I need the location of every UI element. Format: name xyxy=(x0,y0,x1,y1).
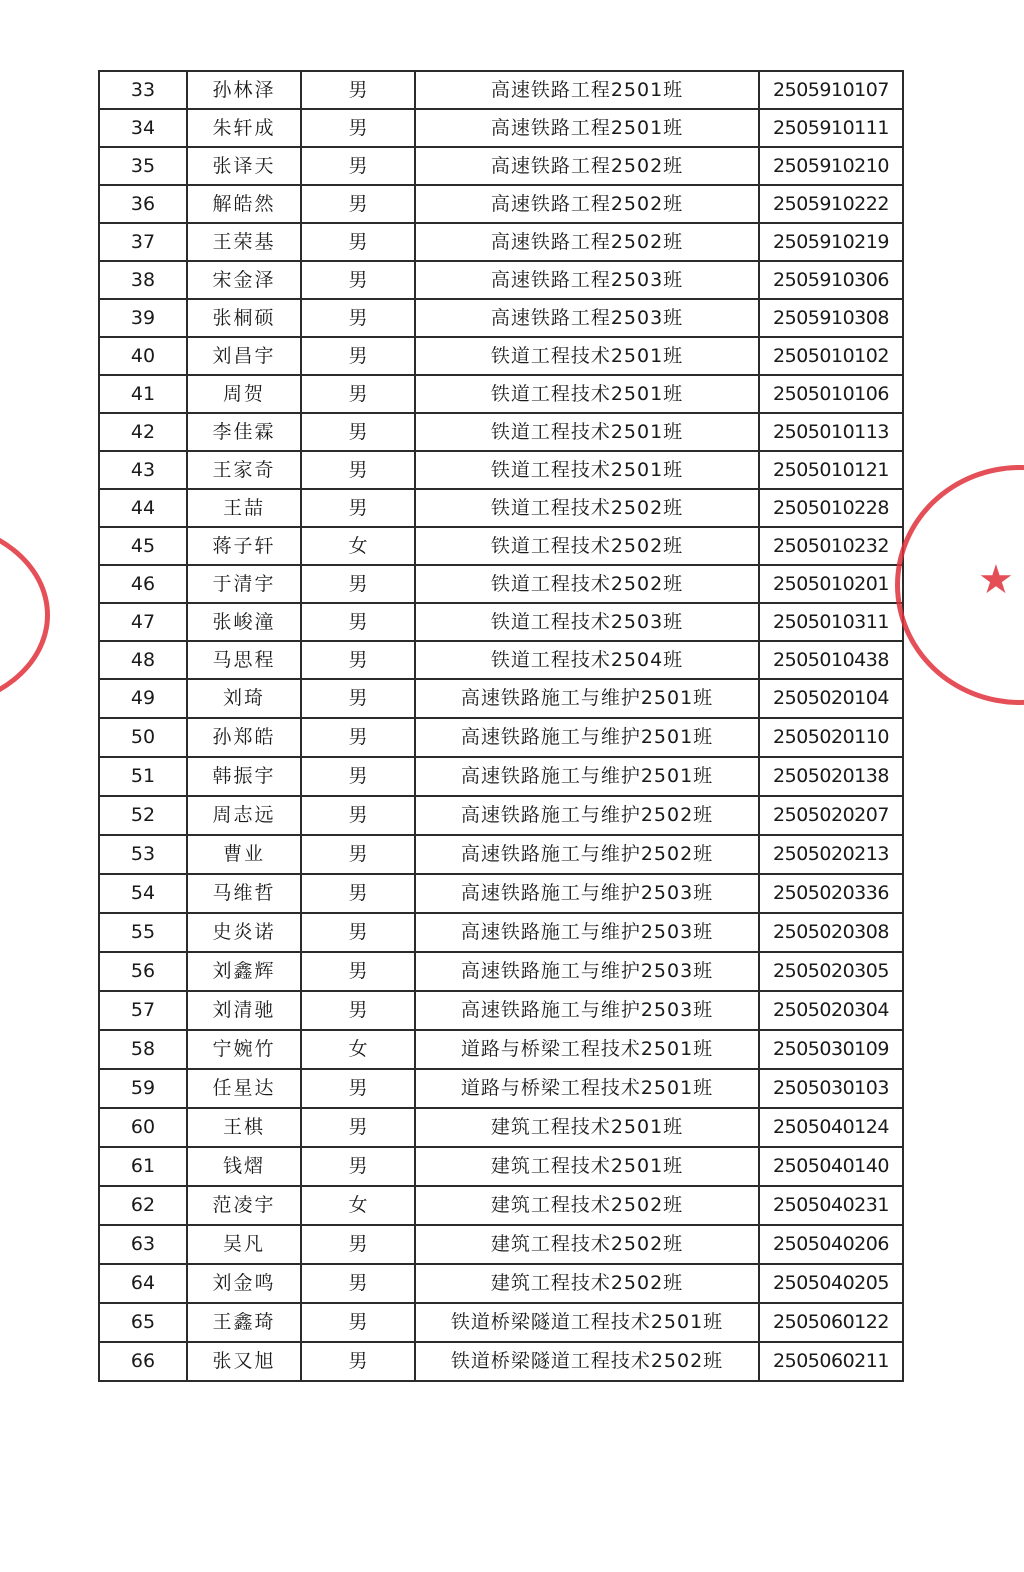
student-name-cell: 刘清驰 xyxy=(187,991,301,1030)
table-row xyxy=(99,565,903,603)
table-row xyxy=(99,375,903,413)
gender-cell: 男 xyxy=(301,1225,415,1264)
table-row xyxy=(99,71,903,109)
gender-cell: 男 xyxy=(301,796,415,835)
row-number-cell: 60 xyxy=(99,1108,187,1147)
class-cell: 建筑工程技术2502班 xyxy=(415,1186,759,1225)
gender-cell: 男 xyxy=(301,1108,415,1147)
row-number-cell: 45 xyxy=(99,527,187,565)
student-id-cell: 2505040231 xyxy=(759,1186,903,1225)
gender-cell: 男 xyxy=(301,1069,415,1108)
student-roster-table xyxy=(98,70,904,1382)
official-seal-right xyxy=(895,465,1024,705)
class-cell: 建筑工程技术2502班 xyxy=(415,1225,759,1264)
student-name-cell: 张译天 xyxy=(187,147,301,185)
class-cell: 高速铁路工程2501班 xyxy=(415,71,759,109)
student-name-cell: 孙郑皓 xyxy=(187,718,301,757)
student-id-cell: 2505910219 xyxy=(759,223,903,261)
student-id-cell: 2505910308 xyxy=(759,299,903,337)
student-id-cell: 2505010113 xyxy=(759,413,903,451)
row-number-cell: 37 xyxy=(99,223,187,261)
class-cell: 高速铁路施工与维护2501班 xyxy=(415,757,759,796)
class-cell: 高速铁路工程2503班 xyxy=(415,261,759,299)
row-number-cell: 62 xyxy=(99,1186,187,1225)
row-number-cell: 47 xyxy=(99,603,187,641)
student-name-cell: 吴凡 xyxy=(187,1225,301,1264)
student-id-cell: 2505910306 xyxy=(759,261,903,299)
gender-cell: 男 xyxy=(301,565,415,603)
gender-cell: 男 xyxy=(301,835,415,874)
student-name-cell: 于清宇 xyxy=(187,565,301,603)
table-row xyxy=(99,835,903,874)
class-cell: 高速铁路工程2502班 xyxy=(415,185,759,223)
row-number-cell: 57 xyxy=(99,991,187,1030)
gender-cell: 男 xyxy=(301,71,415,109)
gender-cell: 男 xyxy=(301,1303,415,1342)
gender-cell: 男 xyxy=(301,1147,415,1186)
table-row xyxy=(99,489,903,527)
table-row xyxy=(99,1342,903,1381)
student-id-cell: 2505010232 xyxy=(759,527,903,565)
class-cell: 高速铁路施工与维护2503班 xyxy=(415,991,759,1030)
gender-cell: 男 xyxy=(301,952,415,991)
class-cell: 高速铁路施工与维护2502班 xyxy=(415,835,759,874)
table-row xyxy=(99,991,903,1030)
student-name-cell: 史炎诺 xyxy=(187,913,301,952)
class-cell: 铁道工程技术2502班 xyxy=(415,527,759,565)
table-row xyxy=(99,1069,903,1108)
student-name-cell: 马思程 xyxy=(187,641,301,679)
gender-cell: 男 xyxy=(301,261,415,299)
row-number-cell: 58 xyxy=(99,1030,187,1069)
student-id-cell: 2505020138 xyxy=(759,757,903,796)
student-id-cell: 2505010121 xyxy=(759,451,903,489)
row-number-cell: 33 xyxy=(99,71,187,109)
student-name-cell: 王荣基 xyxy=(187,223,301,261)
gender-cell: 男 xyxy=(301,1342,415,1381)
table-row xyxy=(99,299,903,337)
student-name-cell: 张又旭 xyxy=(187,1342,301,1381)
row-number-cell: 59 xyxy=(99,1069,187,1108)
class-cell: 铁道桥梁隧道工程技术2501班 xyxy=(415,1303,759,1342)
student-name-cell: 王喆 xyxy=(187,489,301,527)
gender-cell: 男 xyxy=(301,913,415,952)
student-name-cell: 朱轩成 xyxy=(187,109,301,147)
table-row xyxy=(99,796,903,835)
student-id-cell: 2505040124 xyxy=(759,1108,903,1147)
table-row xyxy=(99,413,903,451)
row-number-cell: 51 xyxy=(99,757,187,796)
class-cell: 道路与桥梁工程技术2501班 xyxy=(415,1069,759,1108)
class-cell: 高速铁路工程2503班 xyxy=(415,299,759,337)
student-name-cell: 刘鑫辉 xyxy=(187,952,301,991)
class-cell: 铁道工程技术2502班 xyxy=(415,565,759,603)
table-row xyxy=(99,337,903,375)
student-name-cell: 张桐硕 xyxy=(187,299,301,337)
student-id-cell: 2505910222 xyxy=(759,185,903,223)
student-name-cell: 刘昌宇 xyxy=(187,337,301,375)
class-cell: 铁道桥梁隧道工程技术2502班 xyxy=(415,1342,759,1381)
student-name-cell: 王鑫琦 xyxy=(187,1303,301,1342)
row-number-cell: 46 xyxy=(99,565,187,603)
class-cell: 高速铁路工程2502班 xyxy=(415,147,759,185)
row-number-cell: 49 xyxy=(99,679,187,718)
class-cell: 铁道工程技术2503班 xyxy=(415,603,759,641)
student-id-cell: 2505060122 xyxy=(759,1303,903,1342)
gender-cell: 男 xyxy=(301,641,415,679)
student-id-cell: 2505040140 xyxy=(759,1147,903,1186)
student-id-cell: 2505910210 xyxy=(759,147,903,185)
student-id-cell: 2505040205 xyxy=(759,1264,903,1303)
student-name-cell: 刘金鸣 xyxy=(187,1264,301,1303)
student-id-cell: 2505030109 xyxy=(759,1030,903,1069)
student-id-cell: 2505010311 xyxy=(759,603,903,641)
student-name-cell: 宋金泽 xyxy=(187,261,301,299)
official-seal-left xyxy=(0,520,50,710)
class-cell: 铁道工程技术2501班 xyxy=(415,451,759,489)
table-row xyxy=(99,1186,903,1225)
student-id-cell: 2505040206 xyxy=(759,1225,903,1264)
table-row xyxy=(99,641,903,679)
table-row xyxy=(99,1147,903,1186)
gender-cell: 男 xyxy=(301,874,415,913)
student-name-cell: 孙林泽 xyxy=(187,71,301,109)
class-cell: 高速铁路施工与维护2503班 xyxy=(415,952,759,991)
row-number-cell: 48 xyxy=(99,641,187,679)
row-number-cell: 50 xyxy=(99,718,187,757)
student-id-cell: 2505020207 xyxy=(759,796,903,835)
row-number-cell: 44 xyxy=(99,489,187,527)
class-cell: 高速铁路施工与维护2501班 xyxy=(415,718,759,757)
student-id-cell: 2505010438 xyxy=(759,641,903,679)
student-name-cell: 刘琦 xyxy=(187,679,301,718)
student-id-cell: 2505010228 xyxy=(759,489,903,527)
student-id-cell: 2505020308 xyxy=(759,913,903,952)
class-cell: 高速铁路施工与维护2502班 xyxy=(415,796,759,835)
class-cell: 铁道工程技术2504班 xyxy=(415,641,759,679)
student-name-cell: 韩振宇 xyxy=(187,757,301,796)
student-id-cell: 2505020304 xyxy=(759,991,903,1030)
table-row xyxy=(99,1303,903,1342)
student-name-cell: 李佳霖 xyxy=(187,413,301,451)
student-id-cell: 2505010201 xyxy=(759,565,903,603)
table-row xyxy=(99,147,903,185)
row-number-cell: 35 xyxy=(99,147,187,185)
gender-cell: 男 xyxy=(301,451,415,489)
gender-cell: 男 xyxy=(301,1264,415,1303)
student-name-cell: 宁婉竹 xyxy=(187,1030,301,1069)
student-id-cell: 2505020213 xyxy=(759,835,903,874)
table-row xyxy=(99,109,903,147)
student-name-cell: 张峻潼 xyxy=(187,603,301,641)
table-row xyxy=(99,185,903,223)
student-name-cell: 范凌宇 xyxy=(187,1186,301,1225)
table-row xyxy=(99,261,903,299)
table-row xyxy=(99,952,903,991)
student-name-cell: 马维哲 xyxy=(187,874,301,913)
row-number-cell: 39 xyxy=(99,299,187,337)
class-cell: 建筑工程技术2501班 xyxy=(415,1147,759,1186)
gender-cell: 男 xyxy=(301,375,415,413)
table-row xyxy=(99,451,903,489)
class-cell: 高速铁路施工与维护2503班 xyxy=(415,874,759,913)
gender-cell: 男 xyxy=(301,223,415,261)
table-row xyxy=(99,679,903,718)
class-cell: 建筑工程技术2501班 xyxy=(415,1108,759,1147)
seal-star-icon: ★ xyxy=(978,557,1014,603)
student-name-cell: 周贺 xyxy=(187,375,301,413)
row-number-cell: 54 xyxy=(99,874,187,913)
student-id-cell: 2505020336 xyxy=(759,874,903,913)
gender-cell: 男 xyxy=(301,185,415,223)
student-name-cell: 王棋 xyxy=(187,1108,301,1147)
gender-cell: 男 xyxy=(301,991,415,1030)
gender-cell: 女 xyxy=(301,527,415,565)
class-cell: 高速铁路工程2501班 xyxy=(415,109,759,147)
table-row xyxy=(99,223,903,261)
gender-cell: 男 xyxy=(301,718,415,757)
student-name-cell: 曹业 xyxy=(187,835,301,874)
class-cell: 高速铁路工程2502班 xyxy=(415,223,759,261)
table-row xyxy=(99,1264,903,1303)
gender-cell: 男 xyxy=(301,413,415,451)
row-number-cell: 41 xyxy=(99,375,187,413)
student-id-cell: 2505020110 xyxy=(759,718,903,757)
table-row xyxy=(99,1108,903,1147)
row-number-cell: 52 xyxy=(99,796,187,835)
table-row xyxy=(99,1225,903,1264)
gender-cell: 男 xyxy=(301,679,415,718)
class-cell: 铁道工程技术2502班 xyxy=(415,489,759,527)
row-number-cell: 63 xyxy=(99,1225,187,1264)
gender-cell: 男 xyxy=(301,109,415,147)
gender-cell: 男 xyxy=(301,757,415,796)
row-number-cell: 34 xyxy=(99,109,187,147)
table-row xyxy=(99,1030,903,1069)
table-row xyxy=(99,603,903,641)
class-cell: 建筑工程技术2502班 xyxy=(415,1264,759,1303)
gender-cell: 男 xyxy=(301,299,415,337)
class-cell: 铁道工程技术2501班 xyxy=(415,337,759,375)
gender-cell: 男 xyxy=(301,337,415,375)
table-row xyxy=(99,718,903,757)
gender-cell: 女 xyxy=(301,1186,415,1225)
row-number-cell: 53 xyxy=(99,835,187,874)
table-row xyxy=(99,757,903,796)
student-name-cell: 任星达 xyxy=(187,1069,301,1108)
row-number-cell: 42 xyxy=(99,413,187,451)
student-name-cell: 周志远 xyxy=(187,796,301,835)
student-id-cell: 2505060211 xyxy=(759,1342,903,1381)
student-id-cell: 2505030103 xyxy=(759,1069,903,1108)
table-row xyxy=(99,913,903,952)
gender-cell: 男 xyxy=(301,489,415,527)
student-name-cell: 钱熠 xyxy=(187,1147,301,1186)
row-number-cell: 56 xyxy=(99,952,187,991)
student-id-cell: 2505910107 xyxy=(759,71,903,109)
class-cell: 铁道工程技术2501班 xyxy=(415,375,759,413)
table-row xyxy=(99,874,903,913)
student-id-cell: 2505020104 xyxy=(759,679,903,718)
gender-cell: 女 xyxy=(301,1030,415,1069)
row-number-cell: 36 xyxy=(99,185,187,223)
row-number-cell: 38 xyxy=(99,261,187,299)
row-number-cell: 66 xyxy=(99,1342,187,1381)
class-cell: 高速铁路施工与维护2501班 xyxy=(415,679,759,718)
gender-cell: 男 xyxy=(301,147,415,185)
row-number-cell: 55 xyxy=(99,913,187,952)
row-number-cell: 43 xyxy=(99,451,187,489)
gender-cell: 男 xyxy=(301,603,415,641)
student-name-cell: 解皓然 xyxy=(187,185,301,223)
student-id-cell: 2505010106 xyxy=(759,375,903,413)
table-row xyxy=(99,527,903,565)
row-number-cell: 61 xyxy=(99,1147,187,1186)
class-cell: 铁道工程技术2501班 xyxy=(415,413,759,451)
class-cell: 高速铁路施工与维护2503班 xyxy=(415,913,759,952)
student-id-cell: 2505020305 xyxy=(759,952,903,991)
class-cell: 道路与桥梁工程技术2501班 xyxy=(415,1030,759,1069)
student-name-cell: 王家奇 xyxy=(187,451,301,489)
student-id-cell: 2505910111 xyxy=(759,109,903,147)
row-number-cell: 40 xyxy=(99,337,187,375)
student-name-cell: 蒋子轩 xyxy=(187,527,301,565)
student-id-cell: 2505010102 xyxy=(759,337,903,375)
roster-body xyxy=(99,71,903,1381)
row-number-cell: 65 xyxy=(99,1303,187,1342)
row-number-cell: 64 xyxy=(99,1264,187,1303)
